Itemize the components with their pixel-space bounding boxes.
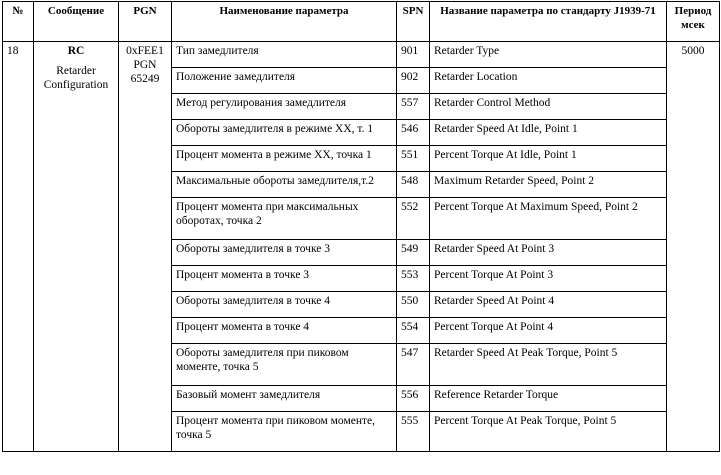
header-std-name: Название параметра по стандарту J1939-71: [430, 2, 667, 42]
param-std-name: Percent Torque At Point 4: [430, 318, 667, 344]
param-std-name: Retarder Speed At Point 4: [430, 292, 667, 318]
param-name: Обороты замедлителя в режиме XX, т. 1: [172, 120, 397, 146]
param-std-name: Retarder Speed At Peak Torque, Point 5: [430, 344, 667, 386]
message-cell: [34, 42, 119, 452]
param-std-name: Retarder Type: [430, 42, 667, 68]
param-name: Максимальные обороты замедлителя,т.2: [172, 172, 397, 198]
param-spn: 547: [397, 344, 430, 386]
parameter-table: [2, 1, 720, 452]
param-std-name: Percent Torque At Point 3: [430, 266, 667, 292]
header-spn: SPN: [397, 2, 430, 42]
pgn-label: PGN: [133, 59, 157, 71]
header-pgn: PGN: [119, 2, 172, 42]
param-name: Метод регулирования замедлителя: [172, 94, 397, 120]
header-period: Период мсек: [667, 2, 720, 42]
param-spn: 549: [397, 240, 430, 266]
param-spn: 555: [397, 412, 430, 452]
param-std-name: Percent Torque At Peak Torque, Point 5: [430, 412, 667, 452]
param-name: Тип замедлителя: [172, 42, 397, 68]
param-name: Положение замедлителя: [172, 68, 397, 94]
header-row: [3, 2, 720, 42]
param-name: Обороты замедлителя в точке 3: [172, 240, 397, 266]
message-num: 18: [3, 42, 34, 452]
pgn-hex: 0xFEE1: [126, 45, 164, 57]
param-spn: 548: [397, 172, 430, 198]
param-std-name: Percent Torque At Maximum Speed, Point 2: [430, 198, 667, 240]
param-name: Процент момента при максимальных оборотах, точка 2: [172, 198, 397, 240]
param-std-name: Reference Retarder Torque: [430, 386, 667, 412]
param-name: Базовый момент замедлителя: [172, 386, 397, 412]
param-spn: 550: [397, 292, 430, 318]
param-std-name: Percent Torque At Idle, Point 1: [430, 146, 667, 172]
param-spn: 556: [397, 386, 430, 412]
pgn-cell: [119, 42, 172, 452]
param-std-name: Retarder Speed At Idle, Point 1: [430, 120, 667, 146]
param-spn: 551: [397, 146, 430, 172]
param-name: Обороты замедлителя в точке 4: [172, 292, 397, 318]
message-name: Retarder Configuration: [43, 65, 109, 91]
header-num: №: [3, 2, 34, 42]
param-std-name: Retarder Speed At Point 3: [430, 240, 667, 266]
param-spn: 557: [397, 94, 430, 120]
param-spn: 554: [397, 318, 430, 344]
header-param-name: Наименование параметра: [172, 2, 397, 42]
message-code: RC: [67, 45, 85, 57]
param-spn: 552: [397, 198, 430, 240]
pgn-dec: 65249: [130, 73, 160, 85]
period-value: 5000: [667, 42, 720, 452]
param-std-name: Maximum Retarder Speed, Point 2: [430, 172, 667, 198]
param-spn: 901: [397, 42, 430, 68]
param-name: Процент момента в точке 4: [172, 318, 397, 344]
param-spn: 546: [397, 120, 430, 146]
param-spn: 553: [397, 266, 430, 292]
table-row: [3, 42, 720, 68]
param-std-name: Retarder Location: [430, 68, 667, 94]
param-name: Обороты замедлителя при пиковом моменте, точка 5: [172, 344, 397, 386]
param-name: Процент момента в режиме XX, точка 1: [172, 146, 397, 172]
header-message: Сообщение: [34, 2, 119, 42]
param-name: Процент момента в точке 3: [172, 266, 397, 292]
param-spn: 902: [397, 68, 430, 94]
param-name: Процент момента при пиковом моменте, точка 5: [172, 412, 397, 452]
param-std-name: Retarder Control Method: [430, 94, 667, 120]
